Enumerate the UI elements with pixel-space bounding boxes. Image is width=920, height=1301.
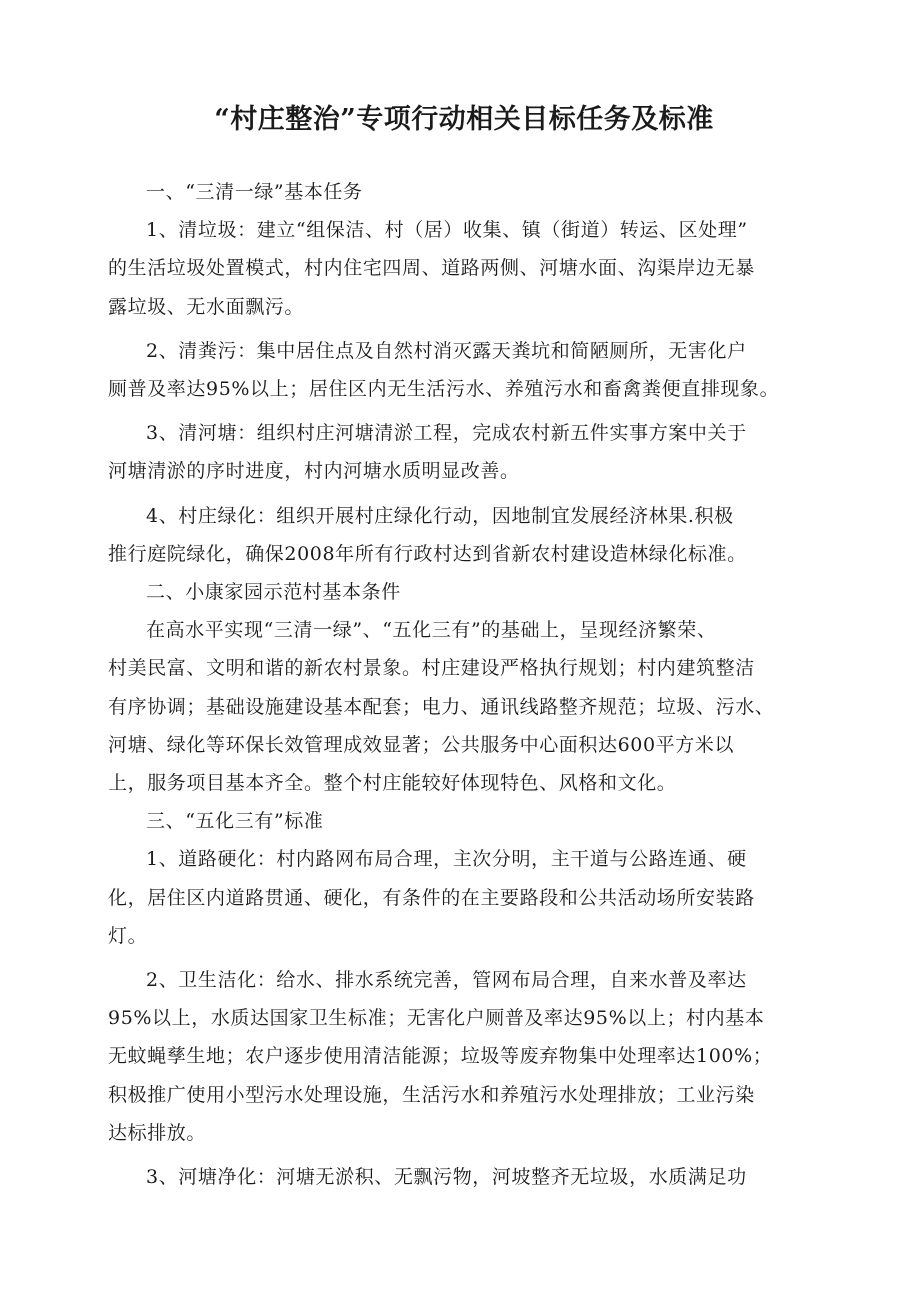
text-line: 无蚊蝇孳生地；农户逐步使用清洁能源；垃圾等废弃物集中处理率达100%； <box>108 1045 773 1068</box>
text-line: 4、村庄绿化：组织开展村庄绿化行动，因地制宜发展经济林果.积极 <box>146 504 734 527</box>
paragraph <box>108 497 820 573</box>
text-line: 河塘、绿化等环保长效管理成效显著；公共服务中心面积达600平方米以 <box>108 733 735 756</box>
text-line: 灯。 <box>108 924 148 947</box>
paragraph <box>108 414 820 490</box>
text-line: 村美民富、文明和谐的新农村景象。村庄建设严格执行规划；村内建筑整洁 <box>108 657 755 680</box>
document-body <box>108 173 820 1196</box>
section-heading: 二、小康家园示范村基本条件 <box>146 581 401 604</box>
text-line: 1、清垃圾：建立“组保洁、村（居）收集、镇（街道）转运、区处理” <box>146 219 748 242</box>
text-line: 2、清粪污：集中居住点及自然村消灭露天粪坑和简陋厕所，无害化户 <box>146 339 747 362</box>
document-title: “村庄整治”专项行动相关目标任务及标准 <box>214 104 714 135</box>
text-line: 3、清河塘：组织村庄河塘清淤工程，完成农村新五件实事方案中关于 <box>146 422 747 445</box>
text-line: 在高水平实现“三清一绿”、“五化三有”的基础上，呈现经济繁荣、 <box>146 619 717 642</box>
section-heading: 一、“三清一绿”基本任务 <box>146 181 363 203</box>
paragraph <box>108 211 820 326</box>
paragraph <box>108 611 820 802</box>
text-line: 1、道路硬化：村内路网布局合理，主次分明，主干道与公路连通、硬 <box>146 848 747 871</box>
text-line: 的生活垃圾处置模式，村内住宅四周、道路两侧、河塘水面、沟渠岸边无暴 <box>108 257 755 280</box>
text-line: 河塘清淤的序时进度，村内河塘水质明显改善。 <box>108 460 520 483</box>
text-line: 有序协调；基础设施建设基本配套；电力、通讯线路整齐规范；垃圾、污水、 <box>108 695 775 718</box>
paragraph <box>108 1158 820 1196</box>
text-line: 3、河塘净化：河塘无淤积、无飘污物，河坡整齐无垃圾，水质满足功 <box>146 1166 747 1189</box>
text-line: 露垃圾、无水面飘污。 <box>108 295 305 318</box>
text-line: 95%以上，水质达国家卫生标准；无害化户厕普及率达95%以上；村内基本 <box>108 1007 765 1030</box>
text-line: 达标排放。 <box>108 1121 207 1144</box>
text-line: 厕普及率达95%以上；居住区内无生活污水、养殖污水和畜禽粪便直排现象。 <box>108 378 780 401</box>
paragraph <box>108 840 820 955</box>
text-line: 2、卫生洁化：给水、排水系统完善，管网布局合理，自来水普及率达 <box>146 969 747 992</box>
text-line: 推行庭院绿化，确保2008年所有行政村达到省新农村建设造林绿化标准。 <box>108 542 747 565</box>
text-line: 积极推广使用小型污水处理设施，生活污水和养殖污水处理排放；工业污染 <box>108 1083 755 1106</box>
text-line: 化，居住区内道路贯通、硬化，有条件的在主要路段和公共活动场所安装路 <box>108 886 755 909</box>
section-heading: 三、“五化三有”标准 <box>146 810 324 833</box>
paragraph <box>108 961 820 1152</box>
paragraph <box>108 332 820 408</box>
text-line: 上，服务项目基本齐全。整个村庄能较好体现特色、风格和文化。 <box>108 772 677 795</box>
